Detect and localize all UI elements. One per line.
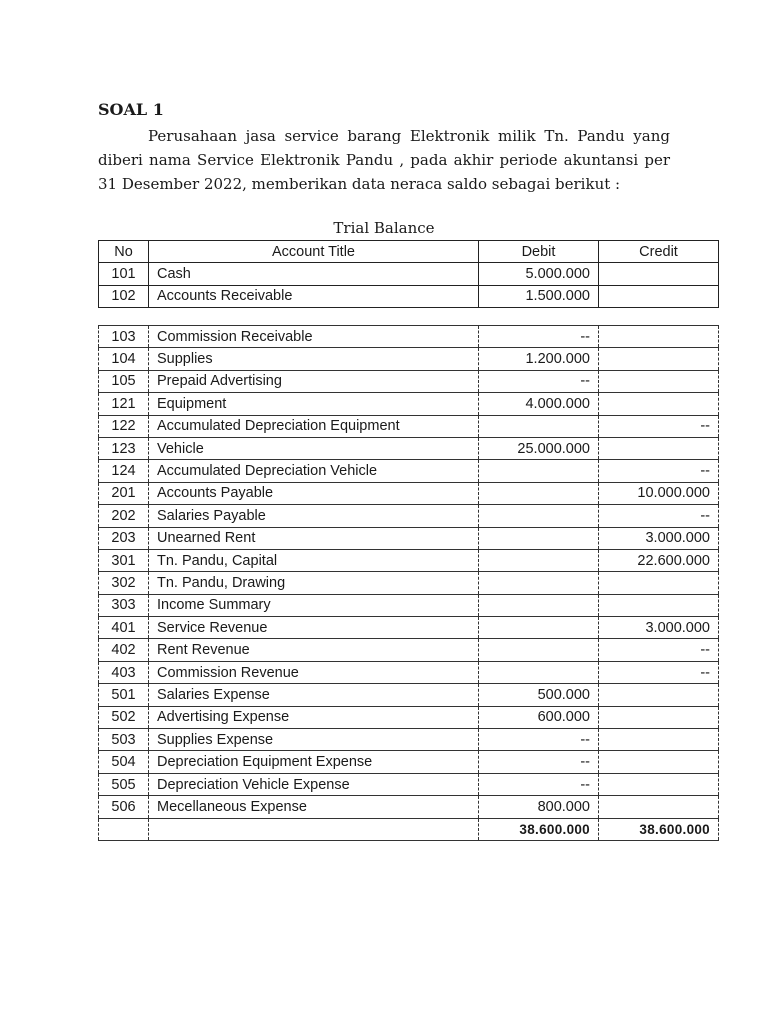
trial-balance-table-top: [98, 240, 719, 308]
cell-no: 122: [99, 415, 149, 437]
page-heading: SOAL 1: [98, 100, 164, 119]
cell-account-title: Depreciation Vehicle Expense: [149, 773, 479, 795]
cell-debit: 800.000: [479, 796, 599, 818]
cell-no: 101: [99, 263, 149, 285]
cell-credit: [599, 348, 719, 370]
header-debit: Debit: [479, 241, 599, 263]
cell-no: 402: [99, 639, 149, 661]
table-row: [99, 594, 719, 616]
cell-debit: [479, 527, 599, 549]
cell-no: 105: [99, 370, 149, 392]
table-row: [99, 706, 719, 728]
cell-debit: --: [479, 773, 599, 795]
cell-account-title: Salaries Expense: [149, 684, 479, 706]
cell-no: 506: [99, 796, 149, 818]
cell-credit: --: [599, 415, 719, 437]
table-row: [99, 527, 719, 549]
cell-account-title: Accounts Payable: [149, 482, 479, 504]
cell-account-title: Salaries Payable: [149, 505, 479, 527]
cell-account-title: Accounts Receivable: [149, 285, 479, 307]
cell-credit: [599, 393, 719, 415]
cell-no: 503: [99, 729, 149, 751]
table-header-row: [99, 241, 719, 263]
table-row: [99, 393, 719, 415]
table-caption: Trial Balance: [333, 219, 435, 237]
cell-credit: 10.000.000: [599, 482, 719, 504]
cell-credit: [599, 594, 719, 616]
cell-debit: --: [479, 751, 599, 773]
cell-debit: [479, 572, 599, 594]
cell-account-title: Commission Revenue: [149, 661, 479, 683]
cell-account-title: Prepaid Advertising: [149, 370, 479, 392]
cell-account-title: Supplies Expense: [149, 729, 479, 751]
cell-credit: [599, 572, 719, 594]
cell-credit: [599, 796, 719, 818]
table-row: [99, 263, 719, 285]
cell-account-title: Income Summary: [149, 594, 479, 616]
table-row: [99, 482, 719, 504]
cell-debit: 600.000: [479, 706, 599, 728]
cell-debit: --: [479, 370, 599, 392]
cell-debit: 4.000.000: [479, 393, 599, 415]
cell-credit: [599, 437, 719, 459]
cell-debit: [479, 639, 599, 661]
cell-no: 403: [99, 661, 149, 683]
trial-balance-table-bottom: [98, 325, 719, 841]
table-row: [99, 773, 719, 795]
cell-account-title: Commission Receivable: [149, 326, 479, 348]
cell-debit: 1.500.000: [479, 285, 599, 307]
table-row: [99, 285, 719, 307]
cell-no: 502: [99, 706, 149, 728]
cell-credit: [599, 263, 719, 285]
cell-no: 123: [99, 437, 149, 459]
total-credit: 38.600.000: [599, 818, 719, 840]
cell-no: 203: [99, 527, 149, 549]
cell-account-title: Equipment: [149, 393, 479, 415]
cell-credit: 3.000.000: [599, 617, 719, 639]
cell-no: 303: [99, 594, 149, 616]
cell-account-title: Depreciation Equipment Expense: [149, 751, 479, 773]
cell-debit: [479, 460, 599, 482]
cell-no: 202: [99, 505, 149, 527]
cell-credit: [599, 684, 719, 706]
cell-debit: [479, 482, 599, 504]
cell-debit: 25.000.000: [479, 437, 599, 459]
cell-debit: 1.200.000: [479, 348, 599, 370]
intro-line: 31 Desember 2022, memberikan data neraca saldo sebagai berikut :: [98, 175, 621, 193]
cell-account-title: Vehicle: [149, 437, 479, 459]
cell-credit: 3.000.000: [599, 527, 719, 549]
table-row: [99, 572, 719, 594]
cell-credit: --: [599, 639, 719, 661]
table-row: [99, 326, 719, 348]
cell-credit: [599, 729, 719, 751]
cell-no: 501: [99, 684, 149, 706]
cell-account-title: Accumulated Depreciation Equipment: [149, 415, 479, 437]
table-row: [99, 505, 719, 527]
cell-no: 401: [99, 617, 149, 639]
cell-credit: [599, 370, 719, 392]
cell-debit: [479, 594, 599, 616]
cell-debit: 500.000: [479, 684, 599, 706]
cell-account-title: Tn. Pandu, Capital: [149, 549, 479, 571]
total-row: [99, 818, 719, 840]
total-account: [149, 818, 479, 840]
cell-account-title: Unearned Rent: [149, 527, 479, 549]
table-row: [99, 370, 719, 392]
cell-no: 302: [99, 572, 149, 594]
cell-no: 301: [99, 549, 149, 571]
table-row: [99, 617, 719, 639]
cell-debit: [479, 415, 599, 437]
cell-credit: [599, 773, 719, 795]
cell-debit: --: [479, 729, 599, 751]
intro-paragraph: [98, 124, 670, 196]
cell-debit: [479, 661, 599, 683]
cell-debit: 5.000.000: [479, 263, 599, 285]
table-row: [99, 729, 719, 751]
cell-account-title: Mecellaneous Expense: [149, 796, 479, 818]
cell-credit: --: [599, 505, 719, 527]
cell-no: 504: [99, 751, 149, 773]
cell-account-title: Service Revenue: [149, 617, 479, 639]
cell-debit: [479, 617, 599, 639]
total-debit: 38.600.000: [479, 818, 599, 840]
cell-no: 124: [99, 460, 149, 482]
cell-credit: [599, 285, 719, 307]
total-no: [99, 818, 149, 840]
cell-no: 505: [99, 773, 149, 795]
cell-account-title: Tn. Pandu, Drawing: [149, 572, 479, 594]
table-row: [99, 751, 719, 773]
cell-debit: [479, 505, 599, 527]
table-row: [99, 549, 719, 571]
cell-credit: --: [599, 460, 719, 482]
table-row: [99, 661, 719, 683]
cell-account-title: Rent Revenue: [149, 639, 479, 661]
cell-credit: 22.600.000: [599, 549, 719, 571]
cell-account-title: Supplies: [149, 348, 479, 370]
cell-debit: [479, 549, 599, 571]
cell-credit: [599, 751, 719, 773]
table-row: [99, 415, 719, 437]
table-row: [99, 684, 719, 706]
table-row: [99, 796, 719, 818]
cell-credit: --: [599, 661, 719, 683]
header-no: No: [99, 241, 149, 263]
header-credit: Credit: [599, 241, 719, 263]
cell-account-title: Accumulated Depreciation Vehicle: [149, 460, 479, 482]
cell-no: 103: [99, 326, 149, 348]
cell-account-title: Advertising Expense: [149, 706, 479, 728]
intro-line: diberi nama Service Elektronik Pandu , pada akhir periode akuntansi per: [98, 151, 670, 169]
table-row: [99, 460, 719, 482]
intro-line: Perusahaan jasa service barang Elektronik milik Tn. Pandu yang: [148, 127, 670, 145]
header-account-title: Account Title: [149, 241, 479, 263]
cell-debit: --: [479, 326, 599, 348]
table-row: [99, 639, 719, 661]
cell-credit: [599, 706, 719, 728]
cell-credit: [599, 326, 719, 348]
cell-no: 104: [99, 348, 149, 370]
cell-no: 121: [99, 393, 149, 415]
cell-no: 201: [99, 482, 149, 504]
cell-no: 102: [99, 285, 149, 307]
table-row: [99, 437, 719, 459]
cell-account-title: Cash: [149, 263, 479, 285]
table-row: [99, 348, 719, 370]
